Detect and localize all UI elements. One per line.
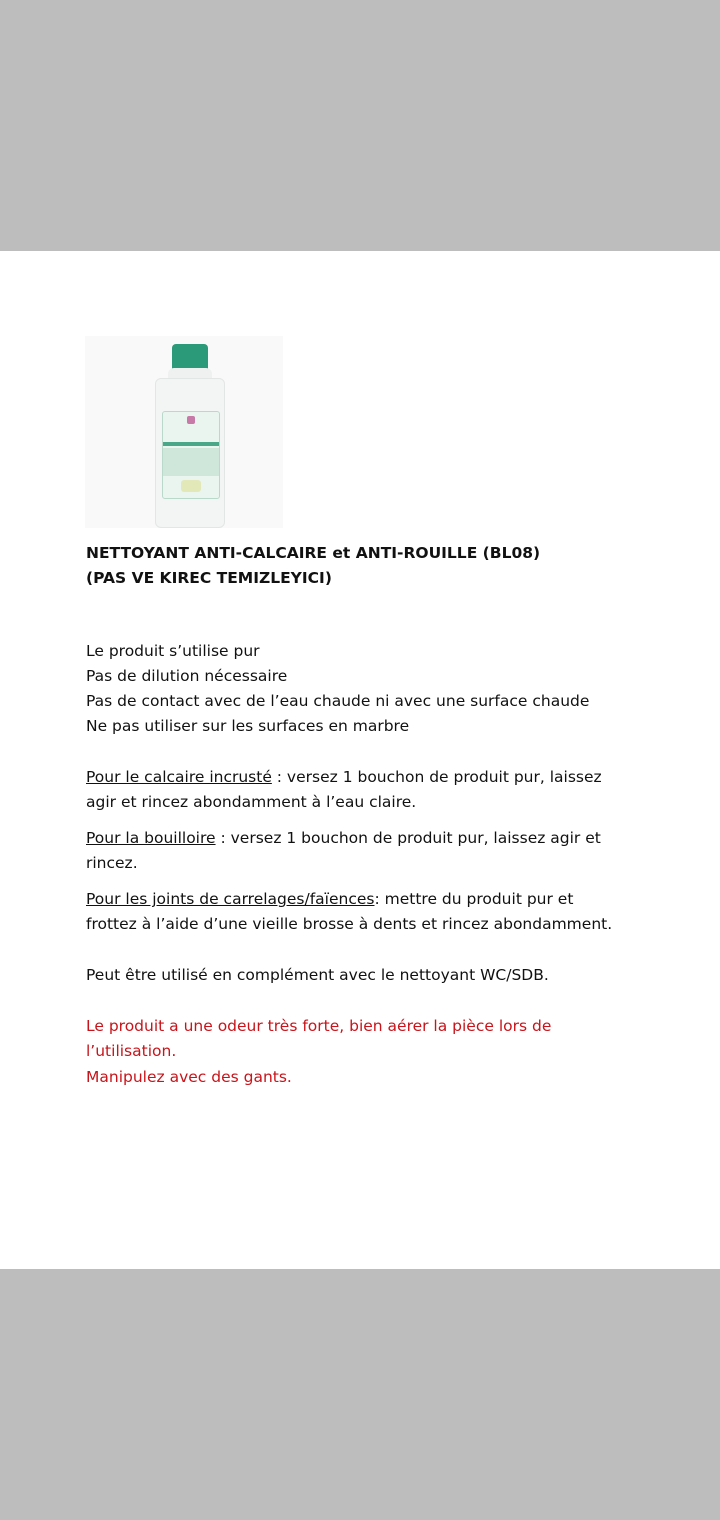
usage-label: Pour le calcaire incrusté [86,768,272,786]
usage-calcaire [86,765,602,790]
warning-gloves: Manipulez avec des gants. [86,1068,292,1086]
top-gray-band [0,0,720,251]
usage-bouilloire [86,826,601,851]
note-line: Pas de contact avec de l’eau chaude ni avec une surface chaude [86,692,590,710]
note-line: Ne pas utiliser sur les surfaces en marbre [86,717,410,735]
product-title: NETTOYANT ANTI-CALCAIRE et ANTI-ROUILLE (BL08) [86,544,541,562]
label-sink-illustration [163,448,219,476]
bottle-label [162,411,220,499]
bottle-body [155,378,225,528]
label-stripe [163,442,219,446]
usage-text: : mettre du produit pur et [374,890,574,908]
usage-text-cont: agir et rincez abondamment à l’eau claire. [86,793,417,811]
note-line: Le produit s’utilise pur [86,642,260,660]
usage-joints [86,887,573,912]
note-line: Pas de dilution nécessaire [86,667,288,685]
label-badge [181,480,201,492]
usage-label: Pour la bouilloire [86,829,216,847]
product-bottle-image [85,336,283,528]
product-subtitle: (PAS VE KIREC TEMIZLEYICI) [86,569,332,587]
bottle-cap [172,344,208,370]
bottom-gray-band [0,1269,720,1520]
brand-logo-icon [187,416,195,424]
warning-line: Le produit a une odeur très forte, bien aérer la pièce lors de [86,1017,552,1035]
complement-note: Peut être utilisé en complément avec le nettoyant WC/SDB. [86,966,549,984]
usage-label: Pour les joints de carrelages/faïences [86,890,375,908]
usage-text: : versez 1 bouchon de produit pur, laissez agir et [215,829,601,847]
usage-text: : versez 1 bouchon de produit pur, laissez [271,768,602,786]
warning-line: l’utilisation. [86,1042,177,1060]
usage-text-cont: rincez. [86,854,138,872]
usage-text-cont: frottez à l’aide d’une vieille brosse à dents et rincez abondamment. [86,915,613,933]
